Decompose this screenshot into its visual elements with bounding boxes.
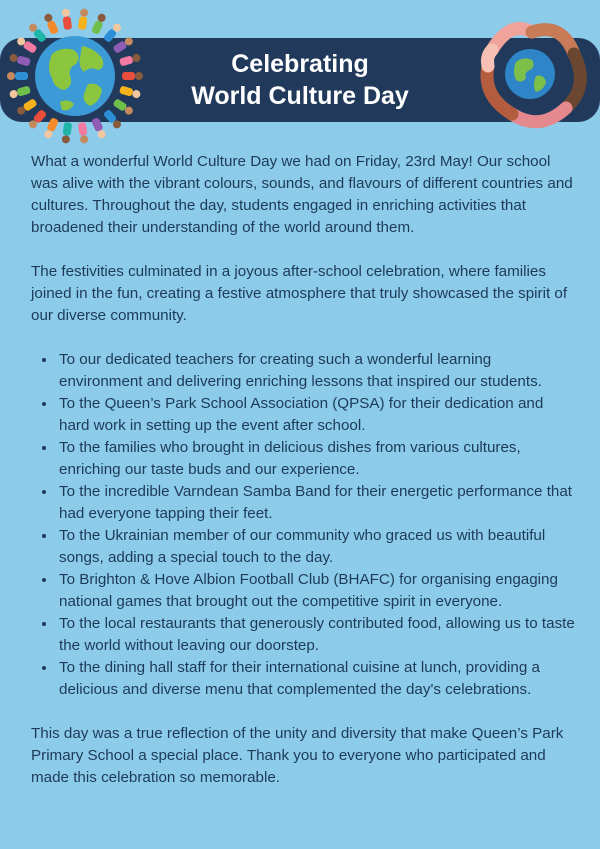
intro-paragraph-1: What a wonderful World Culture Day we had on Friday, 23rd May! Our school was alive with the vibrant colours, sounds, and flavours of different countries and cultures. Throughout the day, students engaged in enriching activities that broadened their understanding of the world around them. — [31, 153, 573, 236]
globe-people-ring-icon — [0, 6, 150, 146]
list-item: • To our dedicated teachers for creating such a wonderful learning environment and delivering enriching lessons that inspired our students. — [57, 349, 576, 393]
title-line-1: Celebrating — [231, 50, 369, 78]
closing-paragraph: This day was a true reflection of the unity and diversity that make Queen’s Park Primary School a special place. Thank you to everyone who participated and made this celebration so memorable. — [31, 725, 564, 786]
title-line-2: World Culture Day — [191, 82, 409, 110]
list-item: • To the local restaurants that generously contributed food, allowing us to taste the world without leaving our doorstep. — [57, 613, 576, 657]
intro-paragraph-2: The festivities culminated in a joyous after-school celebration, where families joined in the fun, creating a festive atmosphere that truly showcased the spirit of our diverse community. — [31, 263, 568, 324]
list-item: • To the dining hall staff for their international cuisine at lunch, providing a delicious and diverse menu that complemented the day's celebrations. — [57, 657, 576, 701]
article-body — [31, 151, 576, 789]
list-item: • To the Ukrainian member of our community who graced us with beautiful songs, adding a special touch to the day. — [57, 525, 576, 569]
list-item: • To the families who brought in delicious dishes from various cultures, enriching our taste buds and our experience. — [57, 437, 576, 481]
thanks-list — [31, 349, 576, 701]
list-item: • To Brighton & Hove Albion Football Club (BHAFC) for organising engaging national games that brought out the competitive spirit in everyone. — [57, 569, 576, 613]
globe-hands-icon — [470, 10, 594, 142]
list-item: • To the Queen’s Park School Association (QPSA) for their dedication and hard work in setting up the event after school. — [57, 393, 576, 437]
list-item: • To the incredible Varndean Samba Band for their energetic performance that had everyone tapping their feet. — [57, 481, 576, 525]
